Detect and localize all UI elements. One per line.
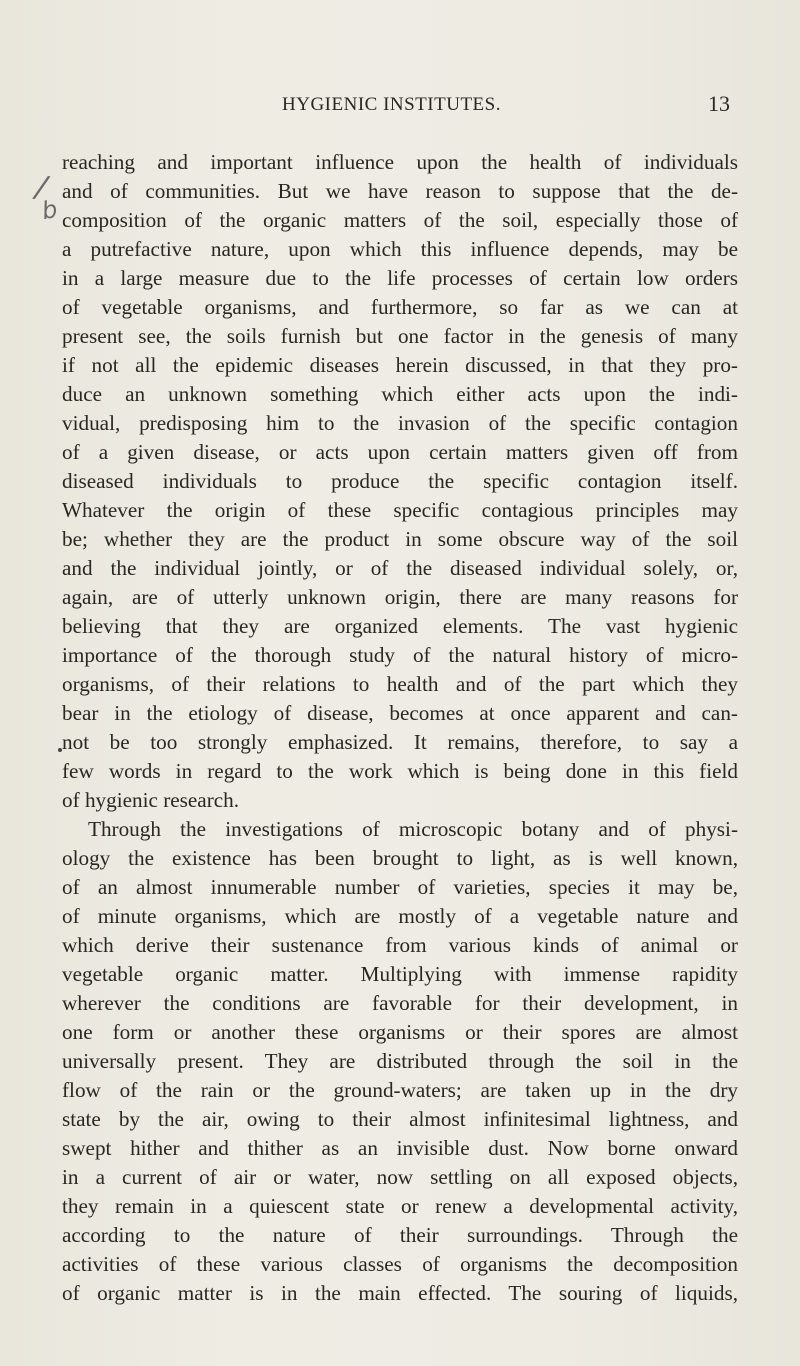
- text-line: present see, the soils furnish but one factor in the genesis of many: [62, 324, 738, 348]
- text-line: vegetable organic matter. Multiplying with immense rapidity: [62, 962, 738, 986]
- text-line: activities of these various classes of organisms the decomposition: [62, 1252, 738, 1276]
- margin-pencil-slash: /: [33, 169, 49, 206]
- text-line: in a large measure due to the life processes of certain low orders: [62, 266, 738, 290]
- text-line: of an almost innumerable number of varieties, species it may be,: [62, 875, 738, 899]
- text-line: vidual, predisposing him to the invasion of the specific contagion: [62, 411, 738, 435]
- text-line: believing that they are organized elements. The vast hygienic: [62, 614, 738, 638]
- page-number: 13: [708, 91, 730, 116]
- body-text: [62, 148, 738, 1308]
- text-line: of a given disease, or acts upon certain matters given off from: [62, 440, 738, 464]
- paragraph-start-line: Through the investigations of microscopic botany and of physi-: [88, 817, 738, 841]
- text-line: Whatever the origin of these specific contagious principles may: [62, 498, 738, 522]
- text-line: according to the nature of their surroundings. Through the: [62, 1223, 738, 1247]
- text-line: importance of the thorough study of the natural history of micro-: [62, 643, 738, 667]
- text-line: universally present. They are distributed through the soil in the: [62, 1049, 738, 1073]
- text-line: which derive their sustenance from various kinds of animal or: [62, 933, 738, 957]
- text-line: be; whether they are the product in some obscure way of the soil: [62, 527, 738, 551]
- paragraph-end-line: of hygienic research.: [62, 788, 240, 812]
- text-line: wherever the conditions are favorable for their development, in: [62, 991, 738, 1015]
- text-line: and of communities. But we have reason to suppose that the de-: [62, 179, 738, 203]
- text-line: if not all the epidemic diseases herein discussed, in that they pro-: [62, 353, 738, 377]
- running-header: [0, 91, 800, 116]
- text-line: diseased individuals to produce the specific contagion itself.: [62, 469, 738, 493]
- text-line: and the individual jointly, or of the diseased individual solely, or,: [62, 556, 738, 580]
- text-line: duce an unknown something which either acts upon the indi-: [62, 382, 738, 406]
- text-line: they remain in a quiescent state or renew a developmental activity,: [62, 1194, 738, 1218]
- text-line: of vegetable organisms, and furthermore, so far as we can at: [62, 295, 738, 319]
- text-line: in a current of air or water, now settling on all exposed objects,: [62, 1165, 738, 1189]
- text-line: ology the existence has been brought to light, as is well known,: [62, 846, 738, 870]
- text-line: again, are of utterly unknown origin, there are many reasons for: [62, 585, 738, 609]
- text-line: reaching and important influence upon the health of individuals: [62, 150, 738, 174]
- text-line: of minute organisms, which are mostly of a vegetable nature and: [62, 904, 738, 928]
- text-line: flow of the rain or the ground-waters; are taken up in the dry: [62, 1078, 738, 1102]
- text-line: bear in the etiology of disease, becomes at once apparent and can-: [62, 701, 738, 725]
- text-line: not be too strongly emphasized. It remains, therefore, to say a: [62, 730, 738, 754]
- margin-pencil-letter: b: [39, 194, 60, 226]
- text-line: few words in regard to the work which is being done in this field: [62, 759, 738, 783]
- text-line: state by the air, owing to their almost infinitesimal lightness, and: [62, 1107, 738, 1131]
- running-head-title: HYGIENIC INSTITUTES.: [282, 94, 501, 115]
- text-line: organisms, of their relations to health and of the part which they: [62, 672, 738, 696]
- text-line: swept hither and thither as an invisible dust. Now borne onward: [62, 1136, 738, 1160]
- text-line: one form or another these organisms or their spores are almost: [62, 1020, 738, 1044]
- text-line: of organic matter is in the main effected. The souring of liquids,: [62, 1281, 738, 1305]
- text-line: a putrefactive nature, upon which this influence depends, may be: [62, 237, 738, 261]
- text-line: composition of the organic matters of the soil, especially those of: [62, 208, 738, 232]
